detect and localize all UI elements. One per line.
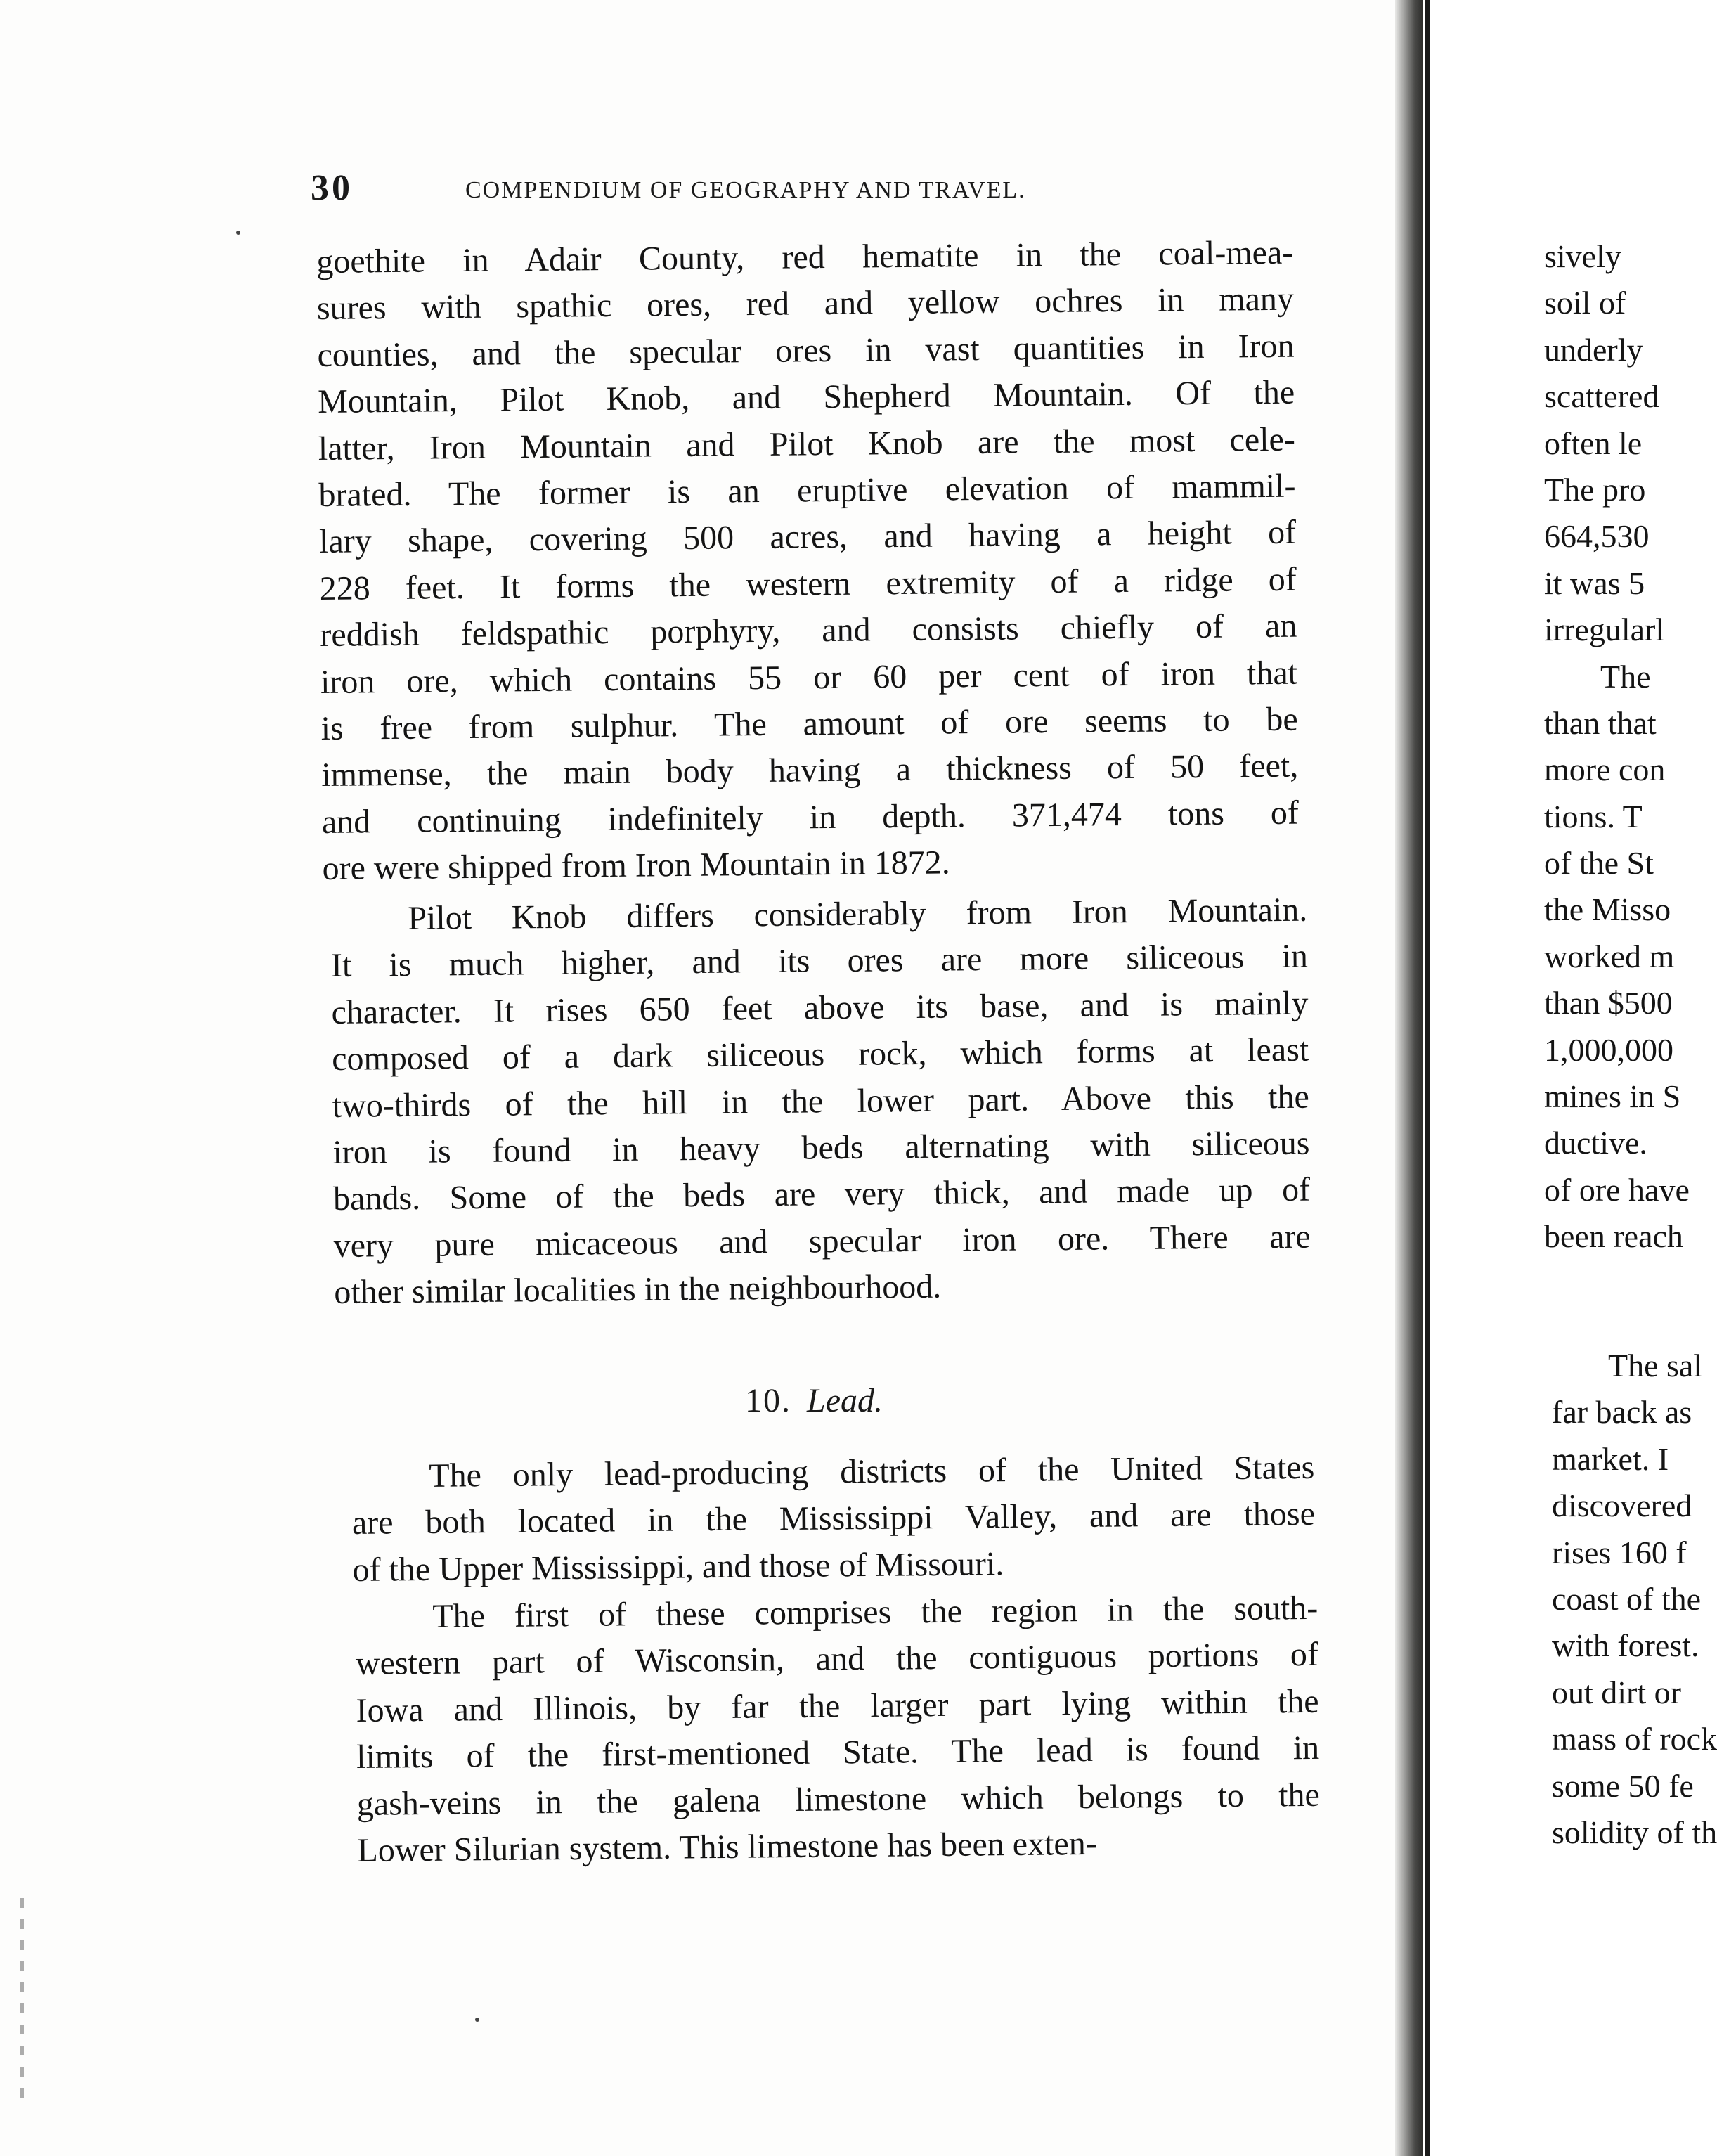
- stray-mark: [236, 231, 240, 235]
- text-line: The only lead-producing districts of the United States: [429, 1448, 1315, 1495]
- text-line: limits of the first-mentioned State. The lead is found in: [356, 1729, 1320, 1776]
- text-line: been reach: [1544, 1218, 1683, 1255]
- right-fragment-upper: [1544, 233, 1690, 1260]
- text-line: often le: [1544, 425, 1643, 461]
- text-line: character. It rises 650 feet above its base, and is mainly: [331, 984, 1309, 1031]
- text-line: mass of rock: [1552, 1721, 1717, 1757]
- text-line: The sal: [1608, 1348, 1703, 1383]
- text-line: of ore have: [1544, 1171, 1690, 1208]
- text-line: Pilot Knob differs considerably from Iron Mountain.: [408, 891, 1308, 937]
- text-line: some 50 fe: [1552, 1767, 1694, 1804]
- text-line: latter, Iron Mountain and Pilot Knob are the most cele-: [318, 420, 1296, 467]
- text-line: worked m: [1544, 938, 1675, 974]
- text-line: The pro: [1544, 471, 1646, 508]
- paragraph-lead-districts: [351, 1445, 1316, 1594]
- text-line: sures with spathic ores, red and yellow ochres in many: [316, 280, 1295, 328]
- text-line: market. I: [1552, 1440, 1669, 1477]
- text-line: very pure micaceous and specular iron ore. There are: [333, 1218, 1311, 1265]
- text-line: lary shape, covering 500 acres, and having a height of: [318, 513, 1297, 561]
- text-line: counties, and the specular ores in vast quantities in Iron: [317, 327, 1295, 374]
- text-line: discovered: [1552, 1487, 1692, 1524]
- text-line: brated. The former is an eruptive elevation of mammil-: [318, 467, 1296, 514]
- section-number: 10.: [745, 1382, 791, 1419]
- text-line: tions. T: [1544, 798, 1643, 834]
- text-line: iron ore, which contains 55 or 60 per cent of iron that: [320, 654, 1298, 701]
- text-line: western part of Wisconsin, and the contiguous portions of: [355, 1636, 1319, 1683]
- text-line: ductive.: [1544, 1125, 1647, 1161]
- page-number: 30: [311, 168, 353, 208]
- text-line: two-thirds of the hill in the lower part. Above this the: [332, 1078, 1310, 1125]
- text-line: coast of the: [1552, 1580, 1702, 1617]
- text-line: scattered: [1544, 378, 1659, 415]
- text-line: it was 5: [1544, 564, 1645, 601]
- right-page: [1430, 0, 1717, 2156]
- running-title: COMPENDIUM OF GEOGRAPHY AND TRAVEL.: [465, 177, 1026, 203]
- text-line: sively: [1544, 238, 1621, 274]
- section-heading: [745, 1381, 883, 1420]
- text-line: the Misso: [1544, 891, 1671, 928]
- text-line: 1,000,000: [1544, 1031, 1673, 1068]
- page-edge-mark: [20, 1898, 24, 2109]
- text-line: iron is found in heavy beds alternating with siliceous: [332, 1124, 1310, 1171]
- paragraph-goethite: [316, 230, 1300, 893]
- text-line: of the St: [1544, 845, 1654, 882]
- text-line: 228 feet. It forms the western extremity of a ridge of: [319, 560, 1297, 607]
- paragraph-pilot-knob: [330, 887, 1311, 1317]
- text-line: underly: [1544, 331, 1643, 368]
- text-line: are both located in the Mississippi Valley, and are those: [351, 1495, 1316, 1542]
- paragraph-first-district: [355, 1585, 1321, 1874]
- text-line: immense, the main body having a thickness of 50 feet,: [321, 747, 1299, 794]
- text-line: than $500: [1544, 985, 1673, 1021]
- text-line: than that: [1544, 704, 1657, 741]
- text-line: The first of these comprises the region in the south-: [432, 1589, 1318, 1635]
- stray-mark: [475, 2018, 479, 2022]
- text-line: other similar localities in the neighbourhood.: [334, 1267, 942, 1312]
- text-line: It is much higher, and its ores are more siliceous in: [330, 938, 1309, 985]
- text-line: and continuing indefinitely in depth. 371,474 tons of: [321, 794, 1300, 841]
- text-line: reddish feldspathic porphyry, and consists chiefly of an: [320, 607, 1297, 654]
- text-line: mines in S: [1544, 1078, 1681, 1115]
- text-line: bands. Some of the beds are very thick, and made up of: [332, 1170, 1311, 1218]
- text-line: goethite in Adair County, red hematite in the coal-mea-: [316, 233, 1294, 280]
- text-line: out dirt or: [1552, 1674, 1681, 1710]
- section-title: Lead.: [807, 1382, 883, 1419]
- text-line: Iowa and Illinois, by far the larger part lying within the: [356, 1682, 1319, 1729]
- text-line: with forest.: [1552, 1627, 1699, 1664]
- text-line: Mountain, Pilot Knob, and Shepherd Mountain. Of the: [317, 373, 1295, 421]
- text-line: of the Upper Mississippi, and those of Missouri.: [352, 1544, 1004, 1589]
- text-line: 664,530: [1544, 518, 1650, 555]
- text-line: far back as: [1552, 1394, 1692, 1431]
- gutter-shadow: [1395, 0, 1423, 2156]
- running-head: [311, 167, 1189, 217]
- text-line: solidity of th: [1552, 1814, 1717, 1850]
- text-line: The: [1600, 658, 1651, 695]
- text-line: gash-veins in the galena limestone which belongs to the: [356, 1776, 1321, 1823]
- text-line: composed of a dark siliceous rock, which forms at least: [331, 1031, 1309, 1078]
- text-line: soil of: [1544, 285, 1626, 321]
- text-line: irregularl: [1544, 612, 1665, 648]
- text-line: ore were shipped from Iron Mountain in 1872.: [322, 844, 950, 888]
- text-line: more con: [1544, 751, 1666, 788]
- text-line: is free from sulphur. The amount of ore seems to be: [320, 700, 1298, 747]
- text-line: Lower Silurian system. This limestone has been exten-: [357, 1824, 1097, 1869]
- text-line: rises 160 f: [1552, 1534, 1687, 1570]
- right-fragment-lower: [1552, 1343, 1717, 1856]
